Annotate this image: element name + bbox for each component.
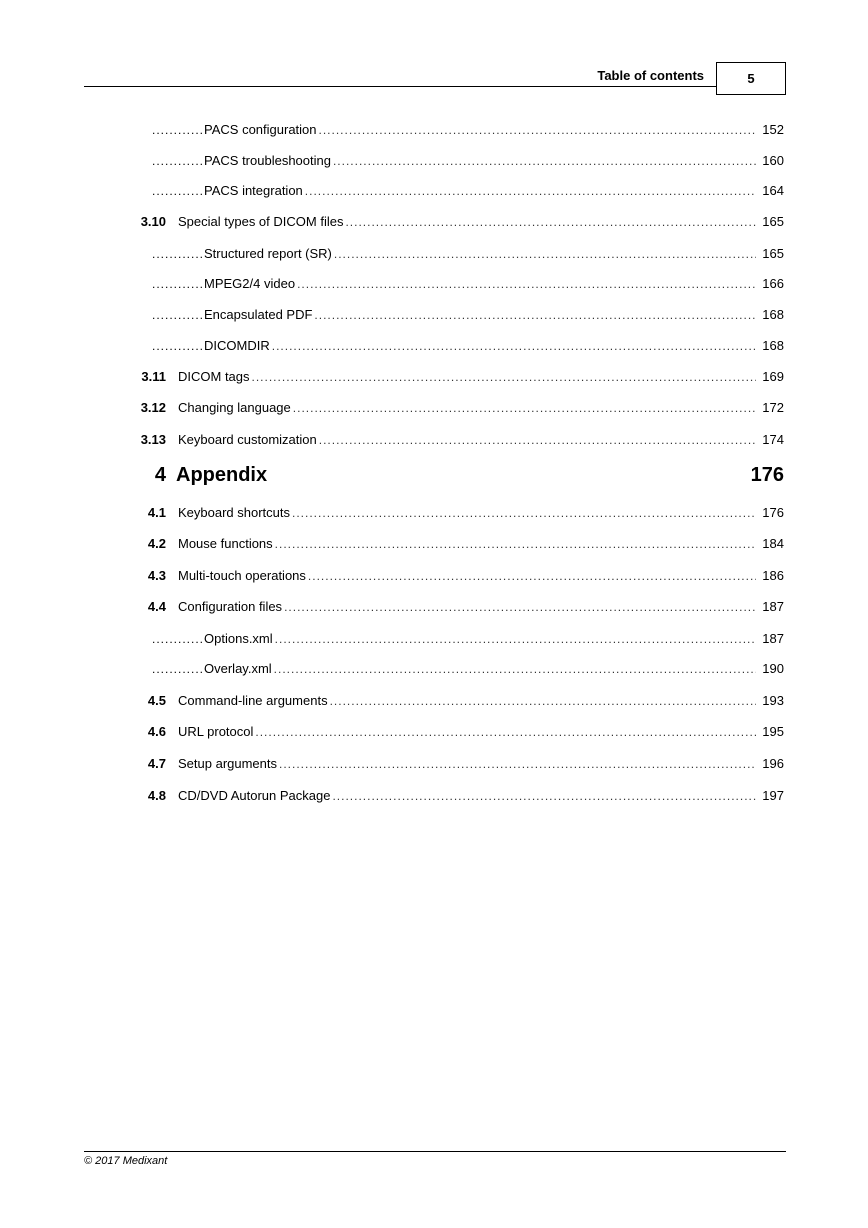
entry-title: Structured report (SR) (204, 246, 332, 261)
toc-subentry[interactable] (0, 120, 868, 140)
dot-leader (272, 336, 757, 356)
chapter-title: Appendix (176, 464, 268, 486)
toc-section[interactable] (0, 566, 868, 586)
toc-subentry[interactable] (0, 244, 868, 264)
leader-dots: ............ (152, 277, 205, 291)
entry-page: 166 (762, 276, 784, 291)
entry-title: DICOM tags (178, 369, 250, 384)
section-number: 3.11 (141, 369, 166, 384)
toc-section[interactable] (0, 754, 868, 774)
section-number: 4.1 (147, 505, 166, 520)
entry-page: 176 (762, 505, 784, 520)
toc-line (178, 566, 784, 586)
chapter-number: 4 (154, 464, 166, 486)
footer-rule (84, 1151, 786, 1152)
dot-leader (319, 430, 757, 450)
toc-subentry[interactable] (0, 336, 868, 356)
section-number: 3.13 (140, 432, 166, 447)
toc-line (152, 629, 784, 649)
leader-dots: ............ (152, 632, 205, 646)
toc-line (178, 786, 784, 806)
entry-title: Changing language (178, 400, 291, 415)
entry-page: 195 (762, 724, 784, 739)
entry-title: Keyboard shortcuts (178, 505, 291, 520)
entry-page: 165 (762, 214, 784, 229)
toc-subentry[interactable] (0, 629, 868, 649)
toc-line (152, 151, 784, 171)
entry-title: Special types of DICOM files (178, 214, 344, 229)
toc-line (152, 181, 784, 201)
entry-page: 172 (762, 400, 784, 415)
entry-title: Mouse functions (178, 536, 273, 551)
section-number: 4.8 (147, 788, 166, 803)
entry-title: Command-line arguments (178, 693, 328, 708)
toc-line (178, 212, 784, 232)
entry-page: 187 (762, 631, 784, 646)
toc-line (178, 597, 784, 617)
dot-leader (275, 629, 757, 649)
leader-dots: ............ (152, 184, 205, 198)
leader-dots: ............ (152, 662, 205, 676)
dot-leader (293, 398, 757, 418)
toc-section[interactable] (0, 722, 868, 742)
toc-subentry[interactable] (0, 305, 868, 325)
entry-title: Keyboard customization (178, 432, 317, 447)
toc-line (152, 244, 784, 264)
dot-leader (332, 786, 756, 806)
entry-page: 187 (762, 599, 784, 614)
leader-dots: ............ (152, 123, 205, 137)
entry-page: 169 (762, 369, 784, 384)
entry-page: 184 (762, 536, 784, 551)
toc-section[interactable] (0, 534, 868, 554)
dot-leader (275, 534, 757, 554)
entry-title: PACS configuration (204, 122, 317, 137)
section-number: 3.10 (140, 214, 166, 229)
dot-leader (334, 244, 756, 264)
dot-leader (319, 120, 757, 140)
toc-section[interactable] (0, 430, 868, 450)
toc-subentry[interactable] (0, 151, 868, 171)
entry-page: 190 (762, 661, 784, 676)
toc-line (152, 659, 784, 679)
toc-section[interactable] (0, 786, 868, 806)
entry-page: 193 (762, 693, 784, 708)
page-number: 5 (747, 71, 755, 86)
dot-leader (252, 367, 757, 387)
entry-title: MPEG2/4 video (204, 276, 296, 291)
toc-section[interactable] (0, 597, 868, 617)
dot-leader (284, 597, 756, 617)
entry-title: Options.xml (204, 631, 273, 646)
dot-leader (330, 691, 757, 711)
toc-chapter[interactable] (0, 460, 868, 490)
entry-page: 160 (762, 153, 784, 168)
toc-line (178, 691, 784, 711)
leader-dots: ............ (152, 339, 205, 353)
toc-line (178, 367, 784, 387)
dot-leader (279, 754, 756, 774)
dot-leader (333, 151, 756, 171)
entry-title: PACS troubleshooting (204, 153, 331, 168)
dot-leader (274, 659, 757, 679)
toc-line (152, 120, 784, 140)
entry-page: 165 (762, 246, 784, 261)
page-number-box (716, 62, 786, 95)
dot-leader (297, 274, 756, 294)
toc-section[interactable] (0, 503, 868, 523)
entry-title: DICOMDIR (204, 338, 270, 353)
section-number: 4.4 (147, 599, 166, 614)
entry-title: CD/DVD Autorun Package (178, 788, 331, 803)
dot-leader (305, 181, 757, 201)
entry-title: Encapsulated PDF (204, 307, 313, 322)
toc-line (178, 503, 784, 523)
toc-line (152, 305, 784, 325)
dot-leader (292, 503, 756, 523)
footer-copyright: © 2017 Medixant (84, 1155, 168, 1167)
leader-dots: ............ (152, 247, 205, 261)
entry-page: 197 (762, 788, 784, 803)
entry-page: 196 (762, 756, 784, 771)
entry-title: Configuration files (178, 599, 283, 614)
section-number: 3.12 (140, 400, 166, 415)
leader-dots: ............ (152, 308, 205, 322)
entry-title: Multi-touch operations (178, 568, 306, 583)
dot-leader (345, 212, 756, 232)
dot-leader (314, 305, 756, 325)
section-number: 4.3 (147, 568, 166, 583)
toc-line (178, 430, 784, 450)
toc-line (152, 336, 784, 356)
entry-title: PACS integration (204, 183, 303, 198)
leader-dots: ............ (152, 154, 205, 168)
toc-section[interactable] (0, 691, 868, 711)
toc-subentry[interactable] (0, 274, 868, 294)
entry-page: 168 (762, 338, 784, 353)
chapter-page: 176 (750, 464, 784, 486)
toc-subentry[interactable] (0, 181, 868, 201)
toc-line (178, 534, 784, 554)
section-number: 4.2 (147, 536, 166, 551)
section-number: 4.7 (147, 756, 166, 771)
section-number: 4.6 (147, 724, 166, 739)
entry-page: 174 (762, 432, 784, 447)
header-rule (84, 86, 716, 87)
entry-page: 186 (762, 568, 784, 583)
toc-section[interactable] (0, 367, 868, 387)
toc-line (152, 274, 784, 294)
toc-line (178, 722, 784, 742)
entry-title: URL protocol (178, 724, 254, 739)
toc-line (178, 754, 784, 774)
toc-section[interactable] (0, 398, 868, 418)
toc-line (178, 398, 784, 418)
entry-title: Setup arguments (178, 756, 278, 771)
entry-title: Overlay.xml (204, 661, 272, 676)
toc-section[interactable] (0, 212, 868, 232)
entry-page: 168 (762, 307, 784, 322)
dot-leader (308, 566, 756, 586)
section-number: 4.5 (147, 693, 166, 708)
entry-page: 152 (762, 122, 784, 137)
header-title: Table of contents (597, 68, 704, 83)
entry-page: 164 (762, 183, 784, 198)
toc-subentry[interactable] (0, 659, 868, 679)
dot-leader (255, 722, 756, 742)
